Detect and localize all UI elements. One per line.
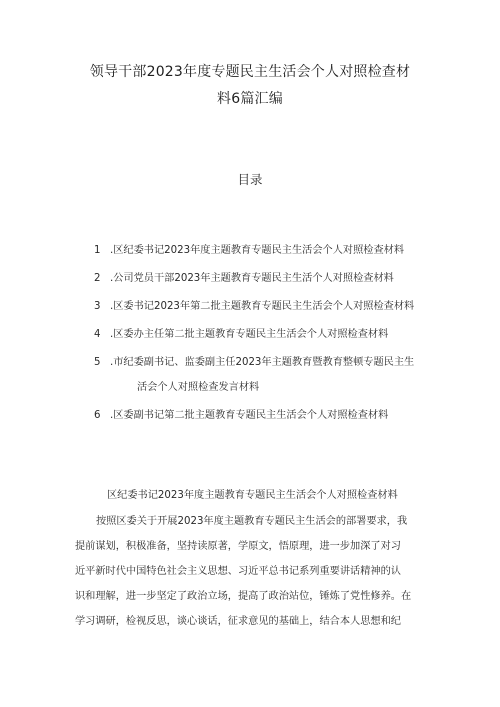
body-line: 学习调研，检视反思，谈心谈话，征求意见的基础上，结合本人思想和纪 [75, 616, 401, 627]
toc-item-text: .市纪委副书记、监委副主任2023年主题教育暨教育整顿专题民主生 [110, 357, 415, 368]
toc-item[interactable] [94, 353, 414, 368]
toc-item-continuation[interactable]: 活会个人对照检查发言材料 [137, 382, 260, 393]
document-title-line-2: 料6篇汇编 [217, 91, 283, 107]
toc-heading: 目录 [237, 172, 263, 187]
toc-item-number: 2 [94, 273, 101, 284]
body-line: 识和理解，进一步坚定了政治立场，提高了政治站位，锤炼了党性修养。在 [75, 591, 412, 602]
toc-item[interactable] [94, 269, 394, 284]
toc-item[interactable] [94, 241, 404, 256]
toc-item[interactable] [94, 297, 414, 312]
toc-item-text: .区委副书记第二批主题教育专题民主生活会个人对照检查材料 [110, 410, 389, 421]
toc-item-number: 3 [94, 301, 101, 312]
toc-item-text: .区纪委书记2023年度主题教育专题民主生活会个人对照检查材料 [110, 245, 405, 256]
body-line: 提前谋划，积极准备，坚持读原著，学原文，悟原理，进一步加深了对习 [75, 541, 401, 552]
toc-item-text: .公司党员干部2023年主题教育专题民主生活个人对照检查材料 [110, 273, 394, 284]
body-line: 按照区委关于开展2023年度主题教育专题民主生活会的部署要求，我 [96, 516, 408, 527]
toc-item-number: 4 [94, 329, 101, 340]
toc-item-text: .区委办主任第二批主题教育专题民主生活会个人对照检查材料 [110, 329, 389, 340]
toc-item-text: .区委书记2023年第二批主题教育专题民主生活会个人对照检查材料 [110, 301, 415, 312]
section-heading: 区纪委书记2023年度主题教育专题民主生活会个人对照检查材料 [107, 490, 398, 501]
toc-item-number: 6 [94, 410, 101, 421]
body-line: 近平新时代中国特色社会主义思想、习近平总书记系列重要讲话精神的认 [75, 566, 401, 577]
document-title-line-1: 领导干部2023年度专题民主生活会个人对照检查材 [89, 64, 411, 80]
toc-item[interactable] [94, 325, 388, 340]
toc-item-number: 1 [94, 245, 101, 256]
toc-item-number: 5 [94, 357, 101, 368]
toc-item[interactable] [94, 406, 388, 421]
